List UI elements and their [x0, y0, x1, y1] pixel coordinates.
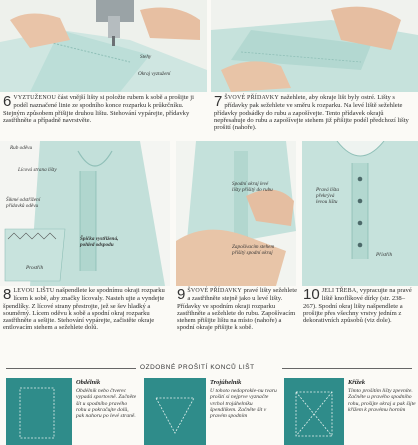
item-title-obdelnik: Obdélník	[76, 379, 101, 386]
step-text: pravé lišty sežehlete a zastřihněte stejně jako u levé lišty. Přídavky ve spodním okraji rozparku zastřihněte a sežehlete do rubu. Zapošívacím stehem přišijte lištu na místo (nahoře) a spodní okraje přišijte k sobě.	[177, 287, 297, 332]
hand-stitching-illustration	[176, 141, 296, 286]
pressing-illustration	[211, 0, 418, 92]
label-licova-strana-listy: Lícová strana lišty	[18, 167, 57, 173]
step-text: vypracujte na pravé liště knoflíkové dírky (str. 238–267). Spodní okraj lišty našpendlete a prošijte přes všechny vrstvy jedním z dekorativních způsobů (viz dole).	[303, 287, 412, 325]
cross-stitch-icon	[284, 378, 344, 445]
teal-swatch-3	[284, 378, 344, 445]
section-divider-right	[282, 368, 412, 369]
section-title: OZDOBNÉ PROŠITÍ KONCŮ LIŠT	[140, 364, 255, 371]
label-okraj-vyztuzeni: Okraj vyztužení	[138, 71, 171, 77]
item-title-krizek: Křížek	[348, 379, 366, 386]
photo-step-6	[0, 0, 207, 92]
label-pristrih: Přístřih	[376, 252, 393, 258]
photo-step-10	[302, 141, 418, 286]
item-title-trojuhelnik: Trojúhelník	[210, 379, 242, 386]
finished-placket-illustration	[302, 141, 418, 286]
caption-step-8	[3, 287, 171, 332]
teal-swatch-2	[144, 378, 206, 445]
step-text: nažehlete, aby okraje lišt byly ostré. Lišty s přídavky pak sežehlete ve směru k rozparku. Na levé liště sežehlete přídavky podsádky do rubu a zapošívejte. Tento přídavek okrajů nepřesahuje do rubu a zapošívejte stehem již přišijte podél předchozí lišty prošití (nahoře).	[214, 94, 409, 132]
item-text-trojuhelnik: U tohoto nedoprokle-nu tvaru prošití si nejprve vyznačte vrchol trojúhelníku špendlíkem. Začněte šít v pravém spodním	[210, 388, 277, 420]
step-text: našpendlete ke spodnímu okraji rozparku lícem k sobě, aby značky lícovaly. Nasteh ujte a vyndejte špendlíky. Z lícové strany přestrojte, jež se šev hladký a souměrný. Lícem oděvu k sobě a spodní okraj rozparku zastřihněte a sešijte. Stehování vypárejte, začistěte okraje entlovacím stehem a sežehlete dolů.	[3, 287, 165, 332]
step-lead: ŠVOVÉ PŘÍDAVKY	[187, 288, 242, 294]
label-spicka-vystrizena: Špička vystřižená, pohled odspodu	[80, 236, 119, 248]
item-text-obdelnik: Obdélník nebo čtverec vypadá sportovně. Začněte šít u spodního pravého rohu a pokračujte dolů, pak nahoru po levé straně.	[76, 388, 137, 420]
rectangle-stitch-icon	[6, 378, 72, 445]
step-lead: ŠVOVÉ PŘÍDAVKY	[224, 95, 279, 101]
teal-swatch-1	[6, 378, 72, 445]
photo-step-9	[176, 141, 296, 286]
step-number: 6	[3, 93, 12, 110]
caption-step-9	[177, 287, 297, 332]
label-prava-lista: Pravá lišta překrývá levou lištu	[316, 187, 339, 205]
step-text: část vnější lišty si položte rubem k sobě a prošijte ji podél naznačené linie ze spodního konce rozparku k průkrčníku. Stejným způsobem přišijte druhou lištu. Stehování vypárejte, přídavky zastřihněte a případně navrstvěte.	[3, 94, 194, 124]
step-lead: JELI TŘEBA,	[321, 288, 359, 294]
caption-step-10	[303, 287, 417, 324]
photo-step-7	[211, 0, 418, 92]
step-lead: LEVOU LIŠTU	[13, 288, 55, 294]
triangle-stitch-icon	[144, 378, 206, 445]
step-number: 10	[303, 286, 320, 303]
step-lead: VYZTUŽENOU	[13, 95, 57, 101]
label-stehy: Stehy	[140, 54, 152, 60]
section-divider-left	[6, 368, 136, 369]
step-number: 8	[3, 286, 12, 303]
step-number: 9	[177, 286, 186, 303]
caption-step-6	[3, 94, 206, 124]
item-text-krizek: Tímto prošitím lišty zpevníte. Začněte u pravého spodního rohu, prošijte okraj a pak šijte křížem k pravému horním	[348, 388, 416, 413]
step-number: 7	[214, 93, 223, 110]
label-zaposivacim: Zapošívacím stehem přišitý spodní okraj	[232, 244, 275, 256]
label-prostrih: Prostřih	[26, 265, 44, 271]
label-spodni-okraj: Spodní okraj levé lišty přišitý do rubu	[232, 181, 273, 193]
sewing-machine-illustration	[0, 0, 207, 92]
caption-step-7	[214, 94, 416, 131]
label-rub-odevu: Rub oděvu	[10, 145, 33, 151]
label-sikme-odstrizeni: Šikmé odstřižení přídavků oděvu	[6, 197, 41, 209]
